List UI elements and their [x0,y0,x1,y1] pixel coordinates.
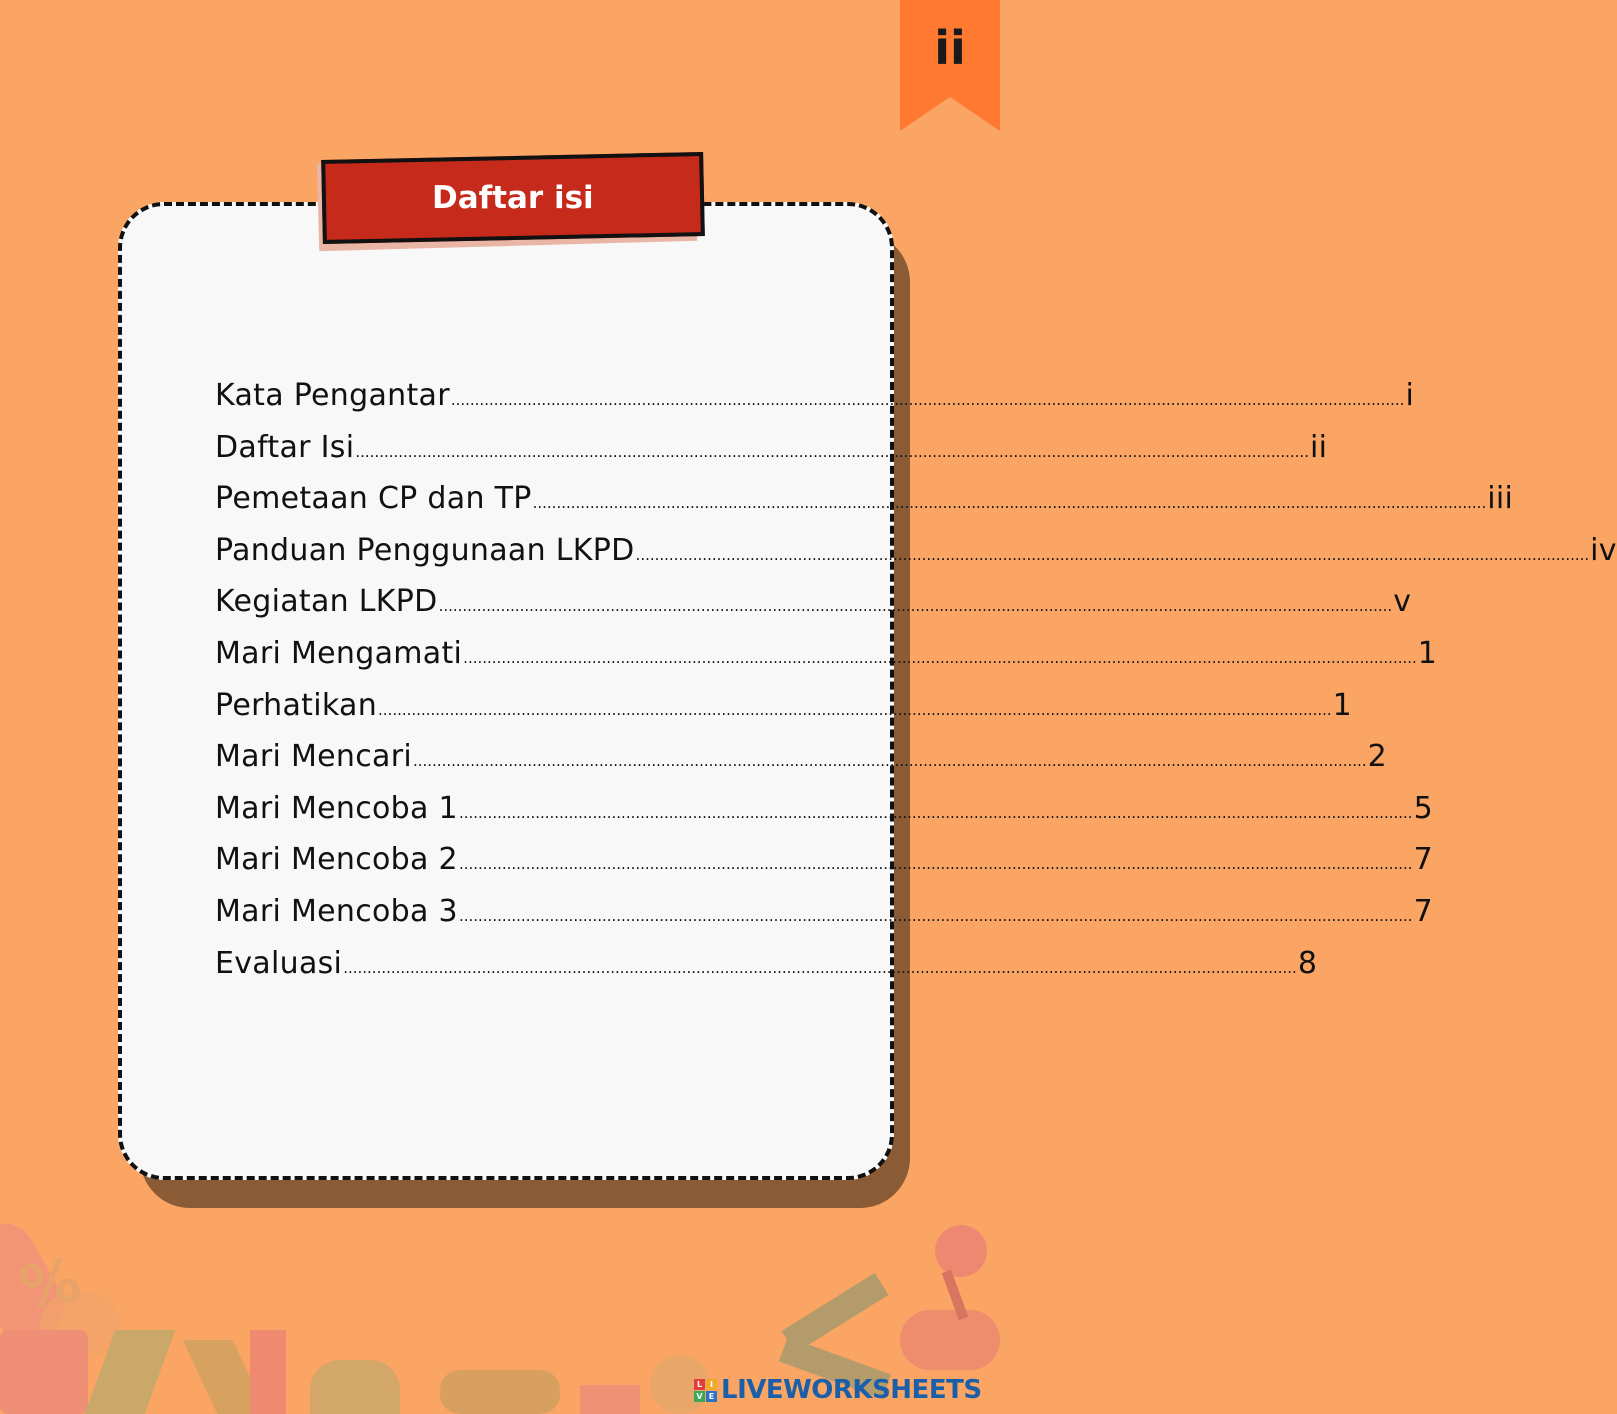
toc-entry-page: i [1405,378,1415,413]
percent-icon: % [14,1245,86,1325]
toc-entry-page: 8 [1297,945,1318,981]
table-of-contents [215,378,1617,997]
toc-entry-page: iii [1487,481,1514,517]
toc-entry-page: 2 [1367,739,1387,775]
toc-entry-page: v [1393,584,1412,620]
pushpin-icon [935,1225,987,1277]
watermark-text: LIVEWORKSHEETS [721,1375,982,1405]
page-title: Daftar isi [432,180,594,217]
decor-shape [580,1385,640,1414]
toc-entry-label: Kata Pengantar [215,378,450,413]
toc-entry-page: iv [1590,532,1617,568]
toc-entry [215,532,1617,585]
toc-entry [215,687,1353,740]
toc-entry [215,378,1415,430]
toc-entry-label: Mari Mencoba 2 [215,842,458,878]
toc-dot-leader: ........................................................................................................................................................................................................ [450,391,1405,409]
toc-entry-label: Panduan Penggunaan LKPD [215,532,635,568]
toc-dot-leader: ........................................................................................................................................................................................................ [343,958,1297,977]
toc-entry-label: Mari Mengamati [215,635,463,671]
toc-entry-page: 1 [1417,635,1438,671]
toc-entry-label: Daftar Isi [215,429,355,465]
toc-entry-page: ii [1309,429,1328,465]
toc-entry-page: 5 [1413,790,1433,826]
toc-entry [215,429,1328,482]
toc-entry [215,584,1412,636]
toc-dot-leader: ........................................................................................................................................................................................................ [378,700,1332,719]
title-banner [321,152,705,244]
toc-entry-page: 1 [1332,687,1353,723]
toc-entry-label: Pemetaan CP dan TP [215,481,532,517]
decor-shape [250,1330,286,1414]
decor-shape [900,1310,1000,1370]
toc-entry-label: Mari Mencoba 3 [215,893,458,929]
liveworksheets-watermark [694,1372,982,1408]
toc-entry [215,842,1433,894]
toc-entry-label: Kegiatan LKPD [215,584,438,620]
toc-entry [215,945,1318,998]
toc-entry-page: 7 [1413,842,1433,878]
toc-dot-leader: ........................................................................................................................................................................................................ [532,494,1487,513]
toc-entry-label: Evaluasi [215,945,343,981]
toc-dot-leader: ........................................................................................................................................................................................................ [438,597,1393,616]
toc-dot-leader: ........................................................................................................................................................................................................ [463,648,1417,667]
toc-entry-page: 7 [1413,893,1433,929]
calculator-icon [0,1330,88,1414]
toc-entry-label: Mari Mencari [215,739,412,775]
toc-entry-label: Perhatikan [215,687,378,723]
decor-shape [440,1370,560,1414]
toc-dot-leader: ........................................................................................................................................................................................................ [458,855,1413,874]
page-number: ii [934,21,966,75]
liveworksheets-logo-icon: L I V E [694,1379,717,1402]
toc-dot-leader: ........................................................................................................................................................................................................ [458,906,1413,925]
toc-dot-leader: ........................................................................................................................................................................................................ [458,803,1413,822]
decor-shape [310,1360,400,1414]
toc-entry [215,481,1514,533]
toc-dot-leader: ........................................................................................................................................................................................................ [355,442,1309,461]
toc-dot-leader: ........................................................................................................................................................................................................ [412,752,1367,771]
toc-entry-label: Mari Mencoba 1 [215,790,458,826]
toc-dot-leader: ........................................................................................................................................................................................................ [635,545,1590,564]
toc-entry [215,790,1433,843]
toc-entry [215,893,1433,946]
toc-entry [215,739,1387,791]
toc-entry [215,635,1438,688]
